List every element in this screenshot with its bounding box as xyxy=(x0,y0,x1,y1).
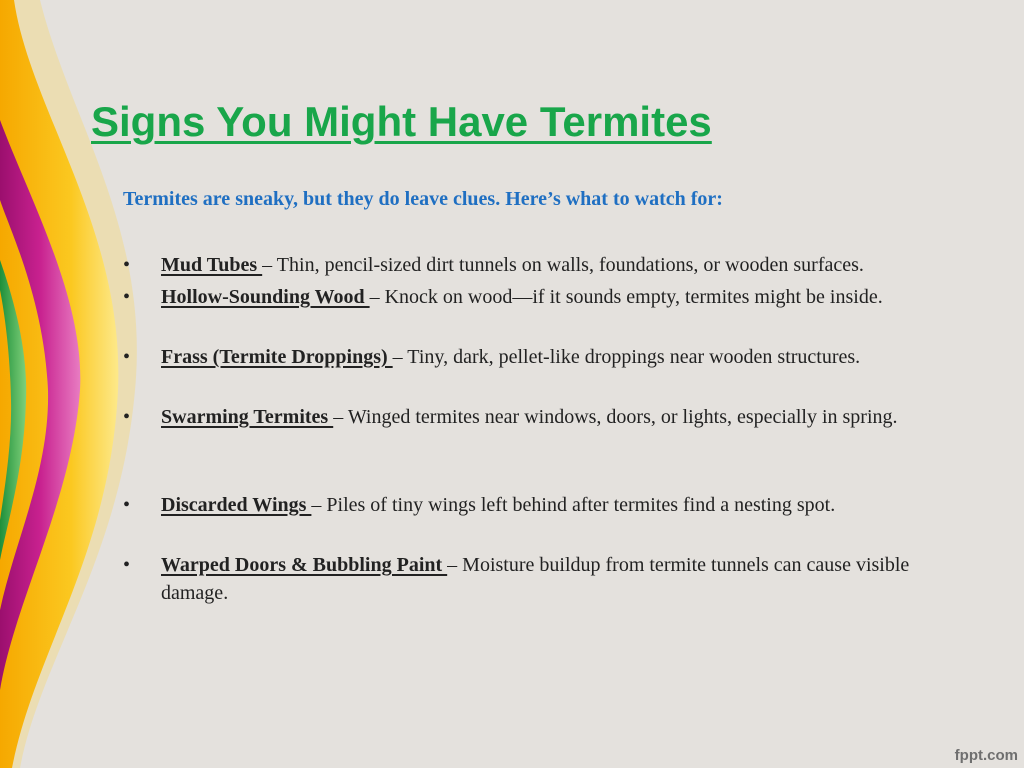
list-item-mud-tubes xyxy=(123,251,1003,279)
list-item-text xyxy=(161,251,1003,279)
watermark-text: fppt.com xyxy=(954,747,1018,764)
term-description: – Knock on wood—if it sounds empty, termites might be inside. xyxy=(369,286,883,308)
list-item-frass xyxy=(123,343,1003,371)
bullet-marker: • xyxy=(123,494,131,516)
term-description: – Moisture buildup from termite tunnels can cause visible damage. xyxy=(161,554,910,604)
list-item-discarded-wings xyxy=(123,491,1003,519)
term-description: – Thin, pencil-sized dirt tunnels on walls, foundations, or wooden surfaces. xyxy=(262,254,864,276)
list-item-warped-doors xyxy=(123,551,1003,607)
slide-title: Signs You Might Have Termites xyxy=(91,98,712,145)
bullet-marker: • xyxy=(123,554,131,576)
term-label: Discarded Wings xyxy=(161,494,312,516)
list-item-text xyxy=(161,343,1003,371)
term-label: Frass (Termite Droppings) xyxy=(161,346,393,368)
term-label: Swarming Termites xyxy=(161,406,334,428)
term-label: Mud Tubes xyxy=(161,254,263,276)
bullet-marker: • xyxy=(123,254,131,276)
term-label: Warped Doors & Bubbling Paint xyxy=(161,554,448,576)
list-item-text xyxy=(161,491,1003,519)
intro-text: Termites are sneaky, but they do leave clues. Here’s what to watch for: xyxy=(123,188,723,210)
term-description: – Winged termites near windows, doors, or lights, especially in spring. xyxy=(333,406,898,428)
list-item-text xyxy=(161,551,961,607)
bullet-marker: • xyxy=(123,346,131,368)
bullet-marker: • xyxy=(123,406,131,428)
list-item-text xyxy=(161,283,1003,311)
bullet-marker: • xyxy=(123,286,131,308)
list-item-text xyxy=(161,403,951,431)
list-item-swarming-termites xyxy=(123,403,1003,431)
term-description: – Piles of tiny wings left behind after termites find a nesting spot. xyxy=(311,494,836,516)
term-label: Hollow-Sounding Wood xyxy=(161,286,370,308)
list-item-hollow-sounding-wood xyxy=(123,283,1003,311)
term-description: – Tiny, dark, pellet-like droppings near wooden structures. xyxy=(392,346,861,368)
